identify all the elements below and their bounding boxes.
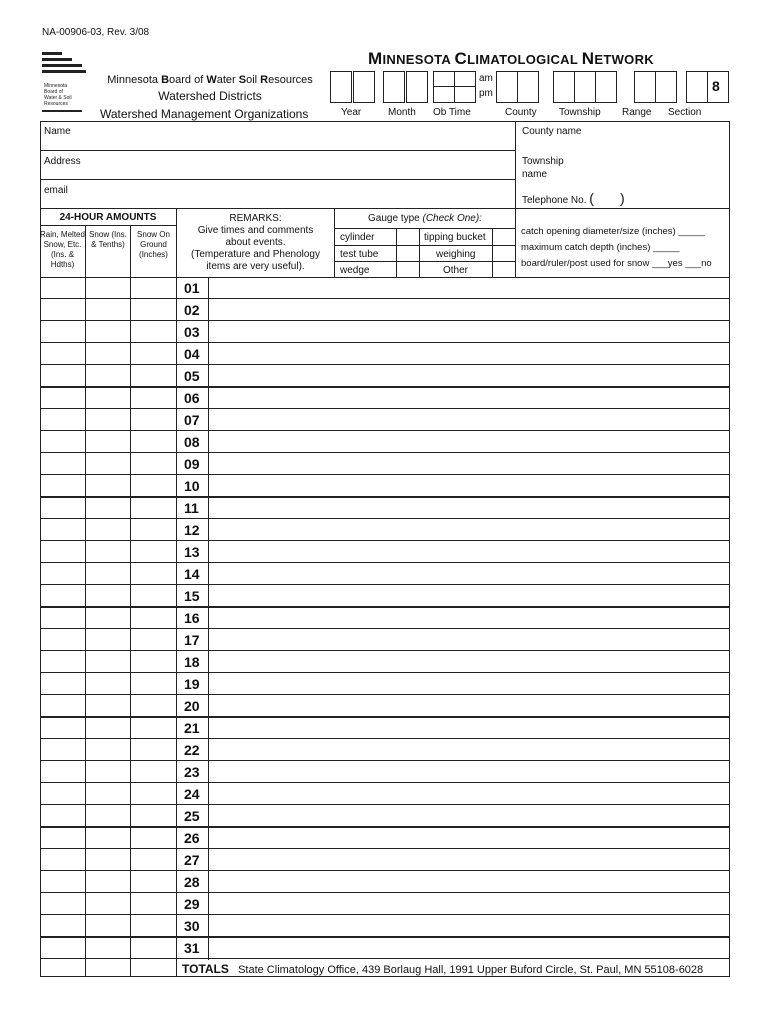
row-divider bbox=[40, 782, 730, 783]
remarks-line-4: items are very useful). bbox=[206, 261, 305, 272]
obtime-box-4[interactable] bbox=[454, 86, 476, 103]
day-number: 22 bbox=[184, 742, 200, 758]
remarks-title: REMARKS: bbox=[229, 213, 282, 224]
row-divider bbox=[40, 606, 730, 608]
snow-ground-col-header: Snow On Ground (Inches) bbox=[137, 230, 170, 259]
gauge-wedge[interactable]: wedge bbox=[340, 265, 370, 276]
county-box-1[interactable] bbox=[496, 71, 518, 103]
day-number: 08 bbox=[184, 434, 200, 450]
day-number: 29 bbox=[184, 896, 200, 912]
totals-label: TOTALS bbox=[182, 962, 229, 976]
year-label: Year bbox=[341, 107, 362, 118]
gauge-test-tube[interactable]: test tube bbox=[340, 249, 379, 260]
day-number: 03 bbox=[184, 324, 200, 340]
form-id: NA-00906-03, Rev. 3/08 bbox=[42, 27, 150, 38]
day-number: 06 bbox=[184, 390, 200, 406]
day-number: 05 bbox=[184, 368, 200, 384]
row-divider bbox=[40, 738, 730, 739]
row-divider bbox=[40, 430, 730, 431]
day-number: 15 bbox=[184, 588, 200, 604]
county-name-field[interactable]: County name bbox=[522, 126, 582, 137]
remarks-header bbox=[177, 213, 334, 273]
rain-col-header: Rain, Melted Snow, Etc. (Ins. & Hdths) bbox=[40, 230, 85, 269]
row-divider bbox=[40, 298, 730, 299]
obtime-box-3[interactable] bbox=[433, 86, 455, 103]
row-divider bbox=[40, 804, 730, 805]
am-label: am bbox=[479, 73, 493, 84]
row-divider bbox=[40, 870, 730, 871]
form-title: MINNESOTA CLIMATOLOGICAL NETWORK bbox=[368, 49, 654, 68]
day-number: 14 bbox=[184, 566, 200, 582]
snow-board-used[interactable]: board/ruler/post used for snow ___yes ___no bbox=[521, 258, 712, 269]
range-label: Range bbox=[622, 107, 652, 118]
range-box-1[interactable] bbox=[634, 71, 656, 103]
day-number: 21 bbox=[184, 720, 200, 736]
day-number: 02 bbox=[184, 302, 200, 318]
row-divider bbox=[40, 364, 730, 365]
county-box-2[interactable] bbox=[517, 71, 539, 103]
obtime-box-2[interactable] bbox=[454, 71, 476, 87]
name-field[interactable]: Name bbox=[44, 126, 71, 137]
row-divider bbox=[40, 628, 730, 629]
logo-text-3: Water & Soil bbox=[44, 95, 72, 101]
day-number: 13 bbox=[184, 544, 200, 560]
row-divider bbox=[40, 958, 730, 959]
day-number: 31 bbox=[184, 940, 200, 956]
range-box-2[interactable] bbox=[655, 71, 677, 103]
day-number: 17 bbox=[184, 632, 200, 648]
month-box-1[interactable] bbox=[383, 71, 405, 103]
obtime-box-1[interactable] bbox=[433, 71, 455, 87]
row-divider bbox=[40, 540, 730, 541]
row-divider bbox=[40, 936, 730, 938]
remarks-line-2: about events. bbox=[225, 237, 286, 248]
row-divider bbox=[40, 848, 730, 849]
day-number: 30 bbox=[184, 918, 200, 934]
row-divider bbox=[40, 518, 730, 519]
gauge-title: Gauge type (Check One): bbox=[368, 213, 482, 224]
day-number: 12 bbox=[184, 522, 200, 538]
row-divider bbox=[40, 760, 730, 761]
day-number: 18 bbox=[184, 654, 200, 670]
township-name-field[interactable]: Township name bbox=[522, 156, 564, 180]
year-box-1[interactable] bbox=[330, 71, 352, 103]
row-divider bbox=[40, 914, 730, 915]
township-box-2[interactable] bbox=[574, 71, 596, 103]
catch-info bbox=[521, 224, 712, 272]
org-names bbox=[100, 72, 320, 104]
gauge-other[interactable]: Other bbox=[443, 265, 469, 276]
day-number: 16 bbox=[184, 610, 200, 626]
day-number: 11 bbox=[184, 500, 199, 516]
address-field[interactable]: Address bbox=[44, 156, 81, 167]
gauge-tipping-bucket[interactable]: tipping bucket bbox=[424, 232, 486, 243]
day-number: 20 bbox=[184, 698, 200, 714]
logo-text-4: Resources bbox=[44, 101, 68, 107]
row-divider bbox=[40, 650, 730, 651]
month-label: Month bbox=[388, 107, 416, 118]
row-divider bbox=[40, 584, 730, 585]
day-number: 10 bbox=[184, 478, 200, 494]
section-box-1[interactable] bbox=[686, 71, 708, 103]
row-divider bbox=[40, 320, 730, 321]
bwsr-logo bbox=[42, 50, 96, 114]
org-line-3: Watershed Management Organizations bbox=[100, 107, 309, 121]
day-number: 23 bbox=[184, 764, 200, 780]
row-divider bbox=[40, 716, 730, 718]
amounts-title: 24-HOUR AMOUNTS bbox=[59, 212, 157, 223]
row-divider bbox=[40, 408, 730, 409]
township-label: Township bbox=[559, 107, 601, 118]
day-number: 09 bbox=[184, 456, 200, 472]
row-divider bbox=[40, 496, 730, 498]
remarks-line-3: (Temperature and Phenology bbox=[191, 249, 320, 260]
obtime-label: Ob Time bbox=[433, 107, 471, 118]
gauge-cylinder[interactable]: cylinder bbox=[340, 232, 375, 243]
day-number: 07 bbox=[184, 412, 200, 428]
day-number: 26 bbox=[184, 830, 200, 846]
row-divider bbox=[40, 672, 730, 673]
day-number: 04 bbox=[184, 346, 200, 362]
logo-text-2: Board of bbox=[44, 89, 63, 95]
county-label: County bbox=[505, 107, 537, 118]
row-divider bbox=[40, 694, 730, 695]
row-divider bbox=[40, 474, 730, 475]
email-field[interactable]: email bbox=[44, 185, 68, 196]
day-number: 19 bbox=[184, 676, 200, 692]
pm-label: pm bbox=[479, 88, 493, 99]
row-divider bbox=[40, 386, 730, 388]
catch-diameter[interactable]: catch opening diameter/size (inches) _____ bbox=[521, 226, 705, 237]
day-number: 01 bbox=[184, 280, 200, 296]
year-box-2[interactable] bbox=[353, 71, 375, 103]
township-box-3[interactable] bbox=[595, 71, 617, 103]
snow-col-header: Snow (Ins. & Tenths) bbox=[89, 230, 127, 249]
logo-text-1: Minnesota bbox=[44, 83, 68, 89]
row-divider bbox=[40, 892, 730, 893]
township-box-1[interactable] bbox=[553, 71, 575, 103]
day-number: 27 bbox=[184, 852, 200, 868]
section-digit: 8 bbox=[712, 78, 720, 94]
org-line-1: Minnesota Board of Water Soil Resources bbox=[107, 74, 313, 86]
row-divider bbox=[40, 342, 730, 343]
org-line-2: Watershed Districts bbox=[158, 89, 262, 103]
totals-row bbox=[182, 962, 703, 976]
remarks-line-1: Give times and comments bbox=[197, 225, 314, 236]
section-label: Section bbox=[668, 107, 702, 118]
day-number: 28 bbox=[184, 874, 200, 890]
catch-depth[interactable]: maximum catch depth (inches) _____ bbox=[521, 242, 680, 253]
row-divider bbox=[40, 562, 730, 563]
day-number: 25 bbox=[184, 808, 200, 824]
telephone-field[interactable]: Telephone No. ( ) bbox=[522, 190, 625, 206]
office-address: State Climatology Office, 439 Borlaug Hall, 1991 Upper Buford Circle, St. Paul, MN 55108-6028 bbox=[238, 964, 704, 976]
day-number: 24 bbox=[184, 786, 200, 802]
row-divider bbox=[40, 826, 730, 828]
gauge-weighing[interactable]: weighing bbox=[436, 249, 476, 260]
row-divider bbox=[40, 452, 730, 453]
month-box-2[interactable] bbox=[406, 71, 428, 103]
